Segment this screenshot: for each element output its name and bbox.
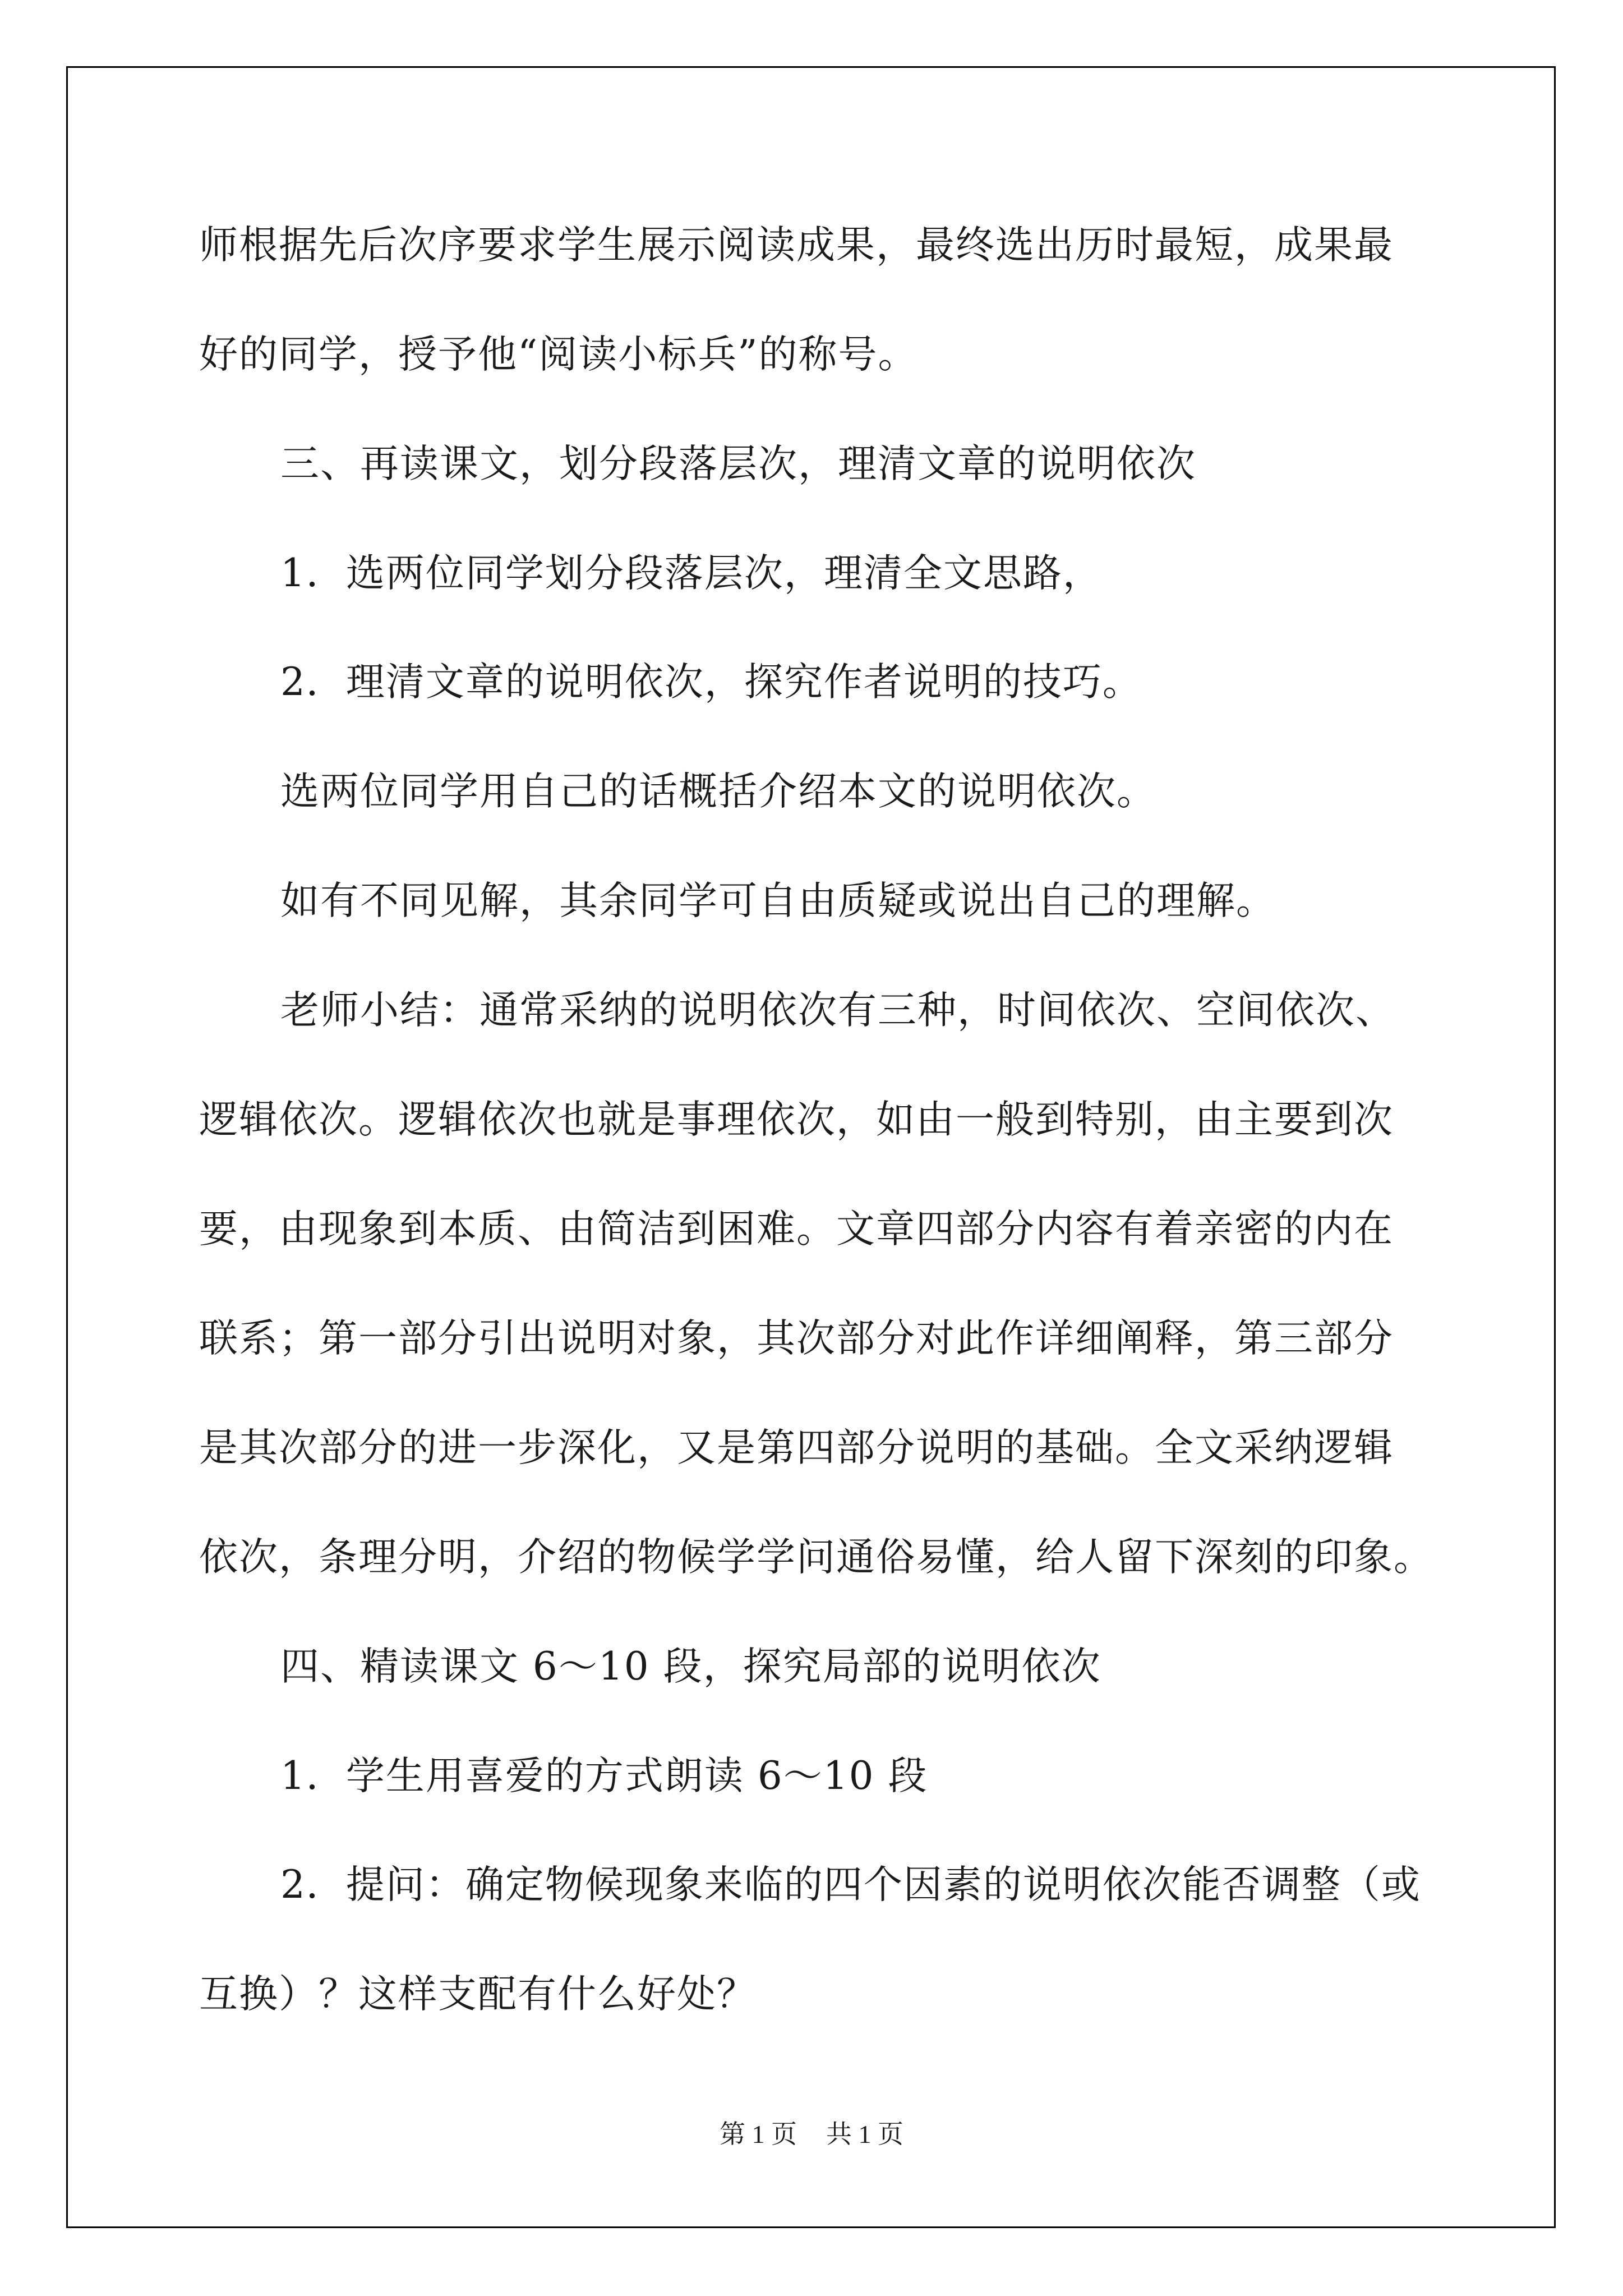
list-item: 1．选两位同学划分段落层次，理清全文思路， — [280, 551, 1103, 596]
text-line: 师根据先后次序要求学生展示阅读成果，最终选出历时最短，成果最 — [199, 223, 1394, 268]
text-line: 好的同学，授予他“阅读小标兵”的称号。 — [199, 332, 918, 377]
text-line: 要，由现象到本质、由简洁到困难。文章四部分内容有着亲密的内在 — [199, 1207, 1394, 1251]
text-line: 逻辑依次。逻辑依次也就是事理依次，如由一般到特别，由主要到次 — [199, 1097, 1394, 1142]
list-item: 1．学生用喜爱的方式朗读 6～10 段 — [280, 1754, 928, 1798]
page-footer — [0, 2118, 1623, 2151]
text-line: 是其次部分的进一步深化，又是第四部分说明的基础。全文采纳逻辑 — [199, 1425, 1394, 1470]
text-line: 依次，条理分明，介绍的物候学学问通俗易懂，给人留下深刻的印象。 — [199, 1535, 1433, 1580]
section-heading: 四、精读课文 6～10 段，探究局部的说明依次 — [280, 1644, 1101, 1689]
page-number: 第 1 页 — [720, 2120, 797, 2148]
text-line: 选两位同学用自己的话概括介绍本文的说明依次。 — [280, 769, 1156, 814]
page-total: 共 1 页 — [826, 2120, 903, 2148]
text-line: 如有不同见解，其余同学可自由质疑或说出自己的理解。 — [280, 878, 1276, 923]
text-line: 老师小结：通常采纳的说明依次有三种，时间依次、空间依次、 — [280, 988, 1395, 1033]
list-item: 2．理清文章的说明依次，探究作者说明的技巧。 — [280, 660, 1142, 705]
section-heading: 三、再读课文，划分段落层次，理清文章的说明依次 — [280, 441, 1196, 486]
text-line: 联系；第一部分引出说明对象，其次部分对此作详细阐释，第三部分 — [199, 1316, 1394, 1361]
text-line: 互换）？这样支配有什么好处？ — [199, 1972, 757, 2017]
list-item: 2．提问：确定物候现象来临的四个因素的说明依次能否调整（或 — [280, 1862, 1421, 1907]
